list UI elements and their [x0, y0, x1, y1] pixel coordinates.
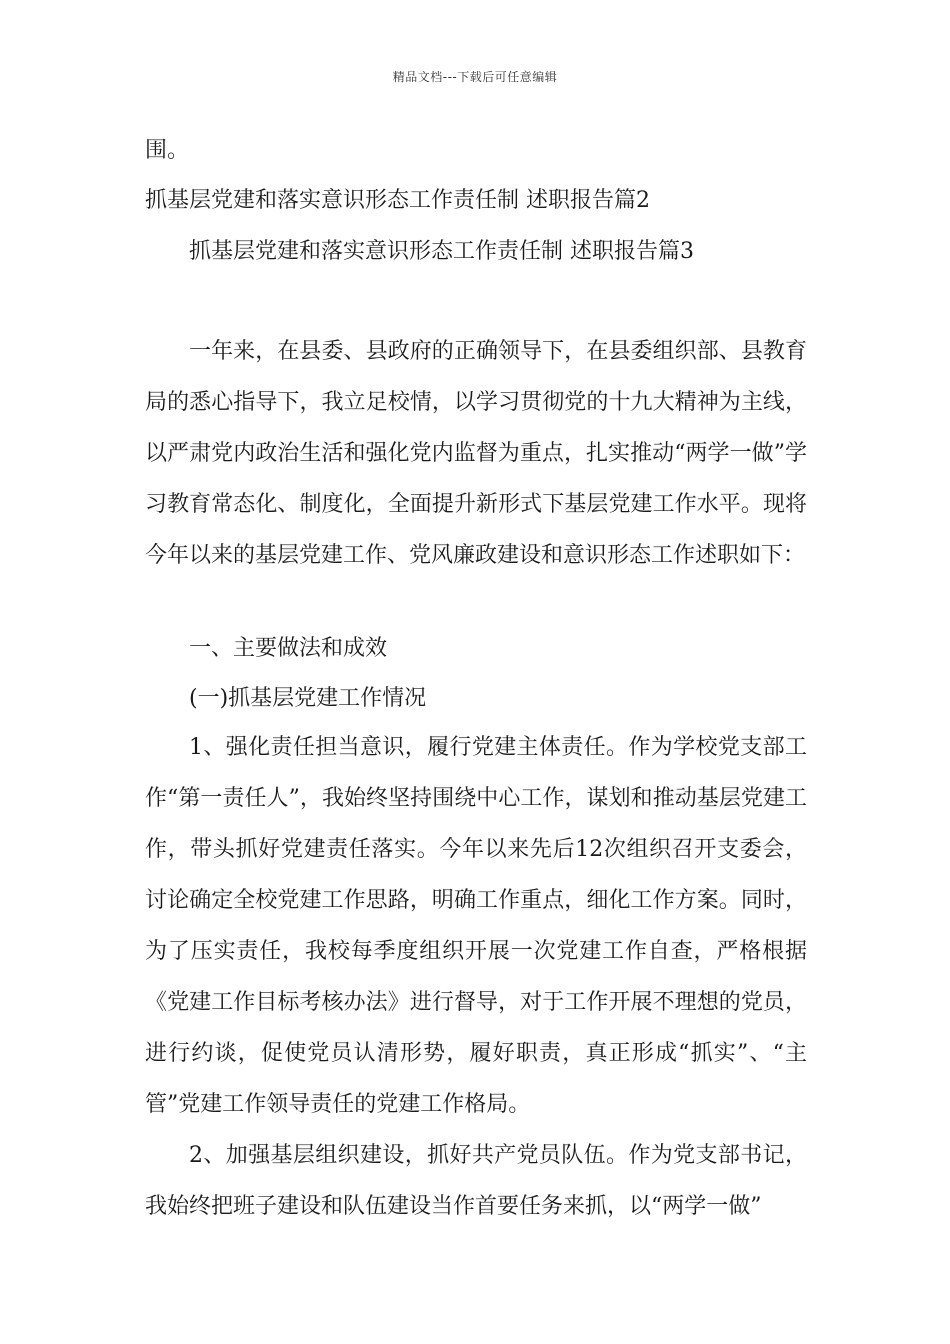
page-header: 精品文档---下载后可任意编辑 — [392, 70, 558, 84]
section-heading-1: 一、主要做法和成效 — [189, 636, 388, 661]
intro-paragraph: 一年来，在县委、县政府的正确领导下，在县委组织部、县教育局的悉心指导下，我立足校情，以学习贯彻党的十九大精神为主线，以严肃党内政治生活和强化党内监督为重点，扎实推动“两学一做”学习教育常态化、制度化，全面提升新形式下基层党建工作水平。现将今年以来的基层党建工作、党风廉政建设和意识形态工作述职如下： — [145, 339, 807, 568]
item-1-paragraph: 1、强化责任担当意识，履行党建主体责任。作为学校党支部工作“第一责任人”，我始终坚持围绕中心工作，谋划和推动基层党建工作，带头抓好党建责任落实。今年以来先后12次组织召开支委会，讨论确定全校党建工作思路，明确工作重点，细化工作方案。同时，为了压实责任，我校每季度组织开展一次党建工作自查，严格根据《党建工作目标考核办法》进行督导，对于工作开展不理想的党员，进行约谈，促使党员认清形势，履好职责，真正形成“抓实”、“主管”党建工作领导责任的党建工作格局。 — [145, 735, 807, 1117]
subsection-heading-1: (一)抓基层党建工作情况 — [189, 686, 427, 711]
report-title-2: 抓基层党建和落实意识形态工作责任制 述职报告篇2 — [145, 188, 650, 213]
continuation-text: 围。 — [145, 138, 190, 163]
item-2-paragraph: 2、加强基层组织建设，抓好共产党员队伍。作为党支部书记，我始终把班子建设和队伍建设当作首要任务来抓，以“两学一做” — [145, 1143, 807, 1219]
report-title-3: 抓基层党建和落实意识形态工作责任制 述职报告篇3 — [189, 239, 694, 264]
